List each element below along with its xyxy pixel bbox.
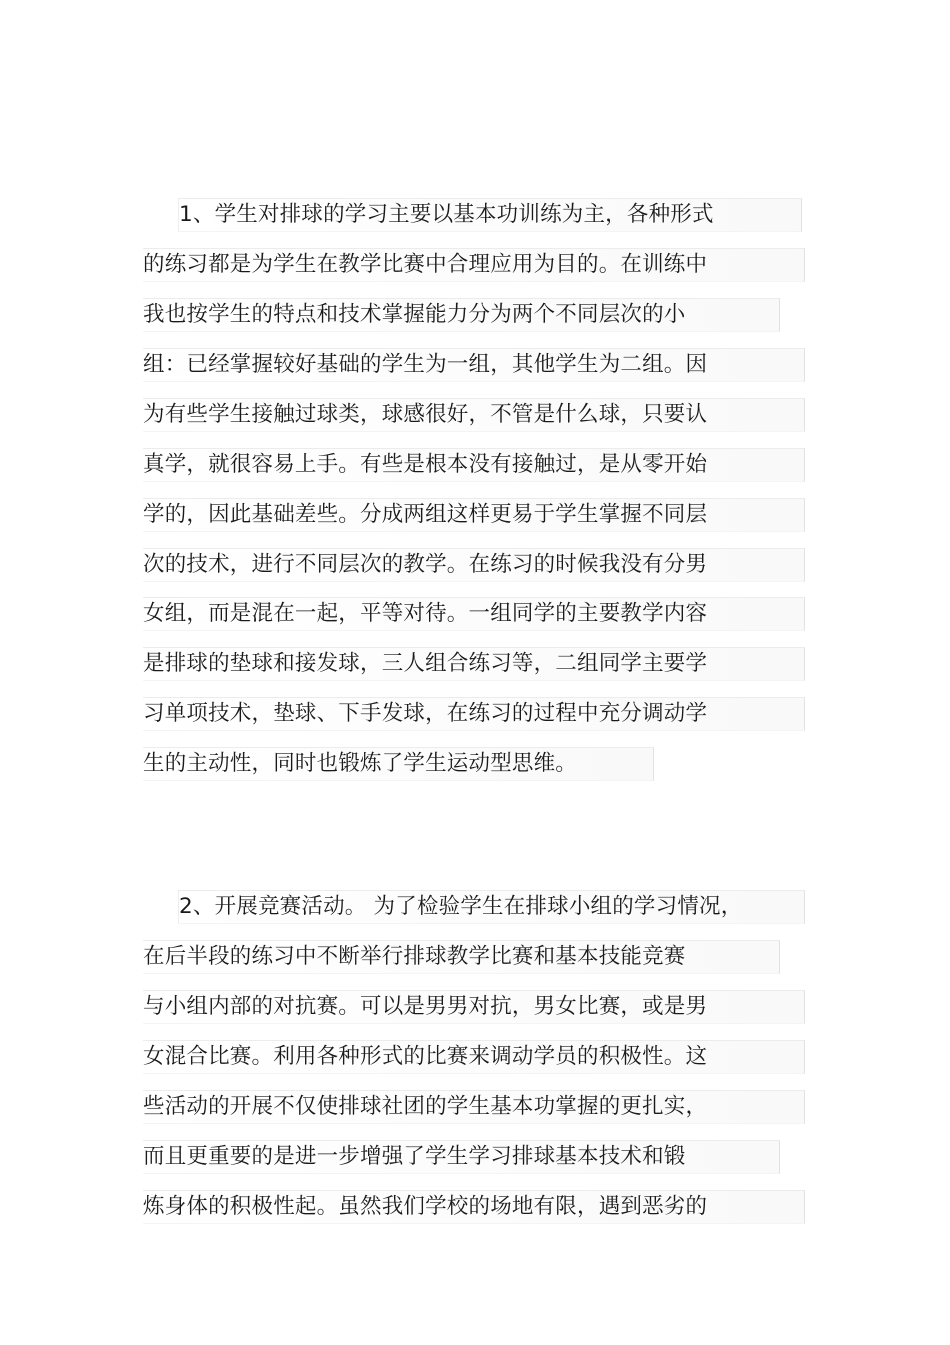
paragraph-1-line-4: 组：已经掌握较好基础的学生为一组，其他学生为二组。因: [143, 348, 805, 382]
paragraph-2-line-3: 与小组内部的对抗赛。可以是男男对抗，男女比赛，或是男: [143, 990, 805, 1024]
paragraph-2-line-4: 女混合比赛。利用各种形式的比赛来调动学员的积极性。这: [143, 1040, 805, 1074]
paragraph-1-line-12: 生的主动性，同时也锻炼了学生运动型思维。: [143, 747, 654, 781]
paragraph-1-line-10: 是排球的垫球和接发球，三人组合练习等，二组同学主要学: [143, 647, 805, 681]
paragraph-1-line-1: 1、学生对排球的学习主要以基本功训练为主，各种形式: [178, 198, 802, 232]
paragraph-1-line-7: 学的，因此基础差些。分成两组这样更易于学生掌握不同层: [143, 498, 805, 532]
paragraph-2-line-7: 炼身体的积极性起。虽然我们学校的场地有限，遇到恶劣的: [143, 1190, 805, 1224]
paragraph-1-line-5: 为有些学生接触过球类，球感很好，不管是什么球，只要认: [143, 398, 805, 432]
paragraph-1-line-3: 我也按学生的特点和技术掌握能力分为两个不同层次的小: [143, 298, 780, 332]
paragraph-2-line-1: 2、开展竞赛活动。 为了检验学生在排球小组的学习情况，: [178, 890, 805, 924]
paragraph-2-line-2: 在后半段的练习中不断举行排球教学比赛和基本技能竞赛: [143, 940, 780, 974]
paragraph-2-line-6: 而且更重要的是进一步增强了学生学习排球基本技术和锻: [143, 1140, 780, 1174]
paragraph-1-line-2: 的练习都是为学生在教学比赛中合理应用为目的。在训练中: [143, 248, 805, 282]
paragraph-1-line-9: 女组，而是混在一起，平等对待。一组同学的主要教学内容: [143, 597, 805, 631]
paragraph-2-line-5: 些活动的开展不仅使排球社团的学生基本功掌握的更扎实，: [143, 1090, 805, 1124]
paragraph-1-line-11: 习单项技术，垫球、下手发球，在练习的过程中充分调动学: [143, 697, 805, 731]
paragraph-1-line-8: 次的技术，进行不同层次的教学。在练习的时候我没有分男: [143, 548, 805, 582]
paragraph-1-line-6: 真学，就很容易上手。有些是根本没有接触过，是从零开始: [143, 448, 805, 482]
